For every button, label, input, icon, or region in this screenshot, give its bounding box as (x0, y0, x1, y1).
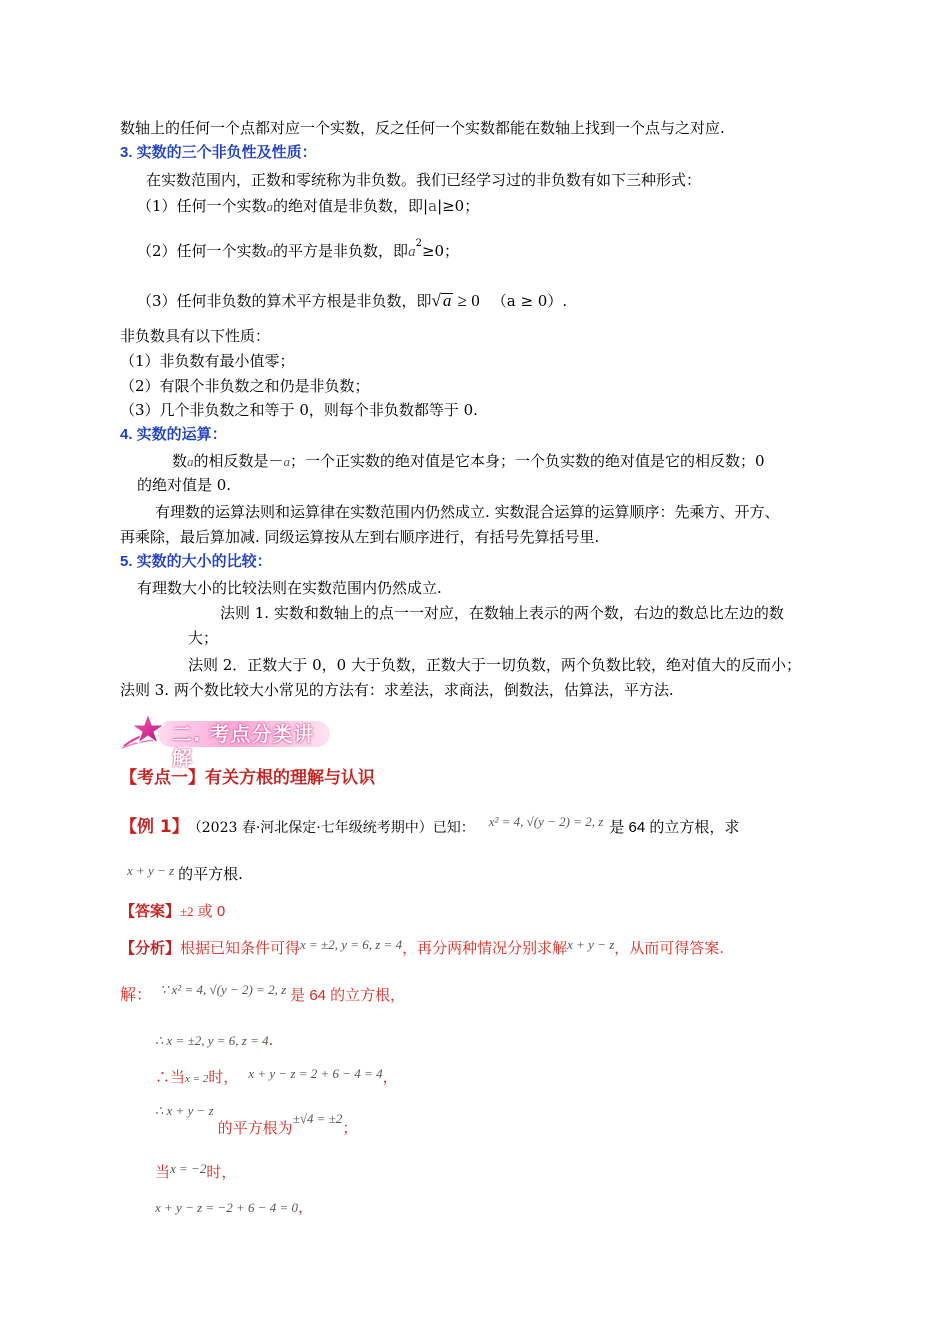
section-5-line-1: 有理数大小的比较法则在实数范围内仍然成立. (137, 579, 442, 597)
nonneg-form-3 (137, 289, 567, 313)
s4-text-b: 的相反数是－ (193, 452, 284, 470)
form-1-text-d: |≥0； (437, 197, 480, 215)
form-3-ge: ≥ 0 (453, 291, 480, 310)
solution-line-6 (155, 1197, 313, 1218)
analysis-line (120, 938, 724, 959)
example-given-expr: x² = 4, √(y − 2) = 2, z (488, 814, 604, 829)
form-1-text-a: （1）任何一个实数 (137, 197, 267, 215)
analysis-expr-2: x + y − z (567, 937, 615, 952)
solution-4-end: ； (342, 1119, 358, 1137)
section-3-intro: 在实数范围内，正数和零统称为非负数。我们已经学习过的非负数有如下三种形式： (146, 171, 702, 189)
solution-2-end: . (268, 1031, 274, 1049)
section-4-heading: 4. 实数的运算： (120, 426, 227, 443)
example-line-2-text: 的平方根. (178, 865, 243, 883)
star-icon (120, 712, 168, 752)
solution-line-4 (155, 1104, 357, 1144)
answer-label: 【答案】 (120, 902, 181, 920)
rule-3: 法则 3. 两个数比较大小常见的方法有：求差法，求商法，倒数法，估算法，平方法. (120, 681, 674, 699)
form-3-sqrt: √ a (431, 291, 452, 310)
form-3-cond: （a ≥ 0）. (491, 292, 568, 310)
example-expr-xyz: x + y − z (127, 863, 175, 878)
solution-1-expr: ∵ x² = 4, √(y − 2) = 2, z (160, 982, 287, 997)
section-4-line-1 (172, 451, 765, 472)
form-3-text-a: （3）任何非负数的算术平方根是非负数，即 (137, 292, 432, 310)
solution-1-text: 是 64 的立方根， (290, 987, 406, 1004)
solution-4-expr-2: ±√4 = ±2 (292, 1111, 343, 1126)
analysis-text-c: ，从而可得答案. (614, 939, 725, 957)
answer-rest: 或 0 (197, 903, 226, 920)
form-2-text-a: （2）任何一个实数 (137, 242, 267, 260)
property-1: （1）非负数有最小值零； (120, 352, 295, 370)
solution-line-5 (155, 1162, 236, 1183)
section-3-heading: 3. 实数的三个非负性及性质： (120, 144, 317, 161)
example-source: （2023 春·河北保定·七年级统考期中）已知： (194, 820, 475, 836)
solution-6-expr: x + y − z = −2 + 6 − 4 = 0 (155, 1200, 299, 1215)
analysis-label: 【分析】 (120, 939, 181, 957)
form-1-var-2: a (428, 197, 438, 215)
answer-value: ±2 (180, 904, 194, 919)
form-3-radicand: a (442, 291, 452, 310)
rule-2: 法则 2．正数大于 0，0 大于负数，正数大于一切负数，两个负数比较，绝对值大的反而小； (188, 656, 801, 674)
solution-4-text: 的平方根为 (217, 1119, 293, 1137)
analysis-expr-1: x = ±2, y = 6, z = 4 (300, 937, 403, 952)
example-label: 【例 1】 (120, 817, 189, 837)
properties-title: 非负数具有以下性质： (120, 327, 271, 345)
rule-1-cont: 大； (188, 629, 219, 647)
answer-line (120, 901, 225, 922)
analysis-text-b: ，再分两种情况分别求解 (402, 939, 568, 957)
topic-heading: 【考点一】有关方根的理解与认识 (120, 768, 375, 788)
example-given-end: 是 64 的立方根，求 (609, 819, 740, 836)
solution-5-text-a: 当 (155, 1163, 171, 1181)
solution-5-text-b: 时， (206, 1163, 237, 1181)
s4-text-c: ；一个正实数的绝对值是它本身；一个负实数的绝对值是它的相反数；0 (290, 452, 765, 470)
nonneg-form-1 (137, 196, 479, 217)
solution-3-text-b: 时， (208, 1068, 239, 1086)
solution-3-expr: x + y − z = 2 + 6 − 4 = 4 (248, 1066, 383, 1081)
form-2-sup: 2 (415, 238, 422, 249)
example-1-line-2 (127, 864, 243, 885)
solution-3-end: ， (382, 1068, 398, 1086)
section-4-line-3: 有理数的运算法则和运算律在实数范围内仍然成立. 实数混合运算的运算顺序：先乘方、开方、 (155, 503, 780, 521)
solution-6-end: ， (298, 1198, 314, 1216)
solution-3-text-a: ∴当 (155, 1068, 186, 1086)
solution-2-expr: ∴ x = ±2, y = 6, z = 4 (155, 1033, 269, 1048)
solution-line-1 (120, 982, 406, 1006)
banner-title: 二. 考点分类讲解 (172, 722, 315, 770)
form-2-text-d: ≥0； (421, 242, 460, 260)
form-1-var: a (266, 199, 274, 214)
property-2: （2）有限个非负数之和仍是非负数； (120, 377, 370, 395)
form-2-var: a (266, 244, 274, 259)
s4-text-a: 数 (172, 452, 188, 470)
intro-line: 数轴上的任何一个点都对应一个实数，反之任何一个实数都能在数轴上找到一个点与之对应. (120, 119, 725, 137)
example-1-line-1 (120, 814, 739, 841)
section-banner (120, 712, 332, 770)
form-2-text-b: 的平方是非负数，即 (273, 242, 409, 260)
solution-4-expr: ∴ x + y − z (155, 1103, 214, 1118)
s4-var-a2: a (283, 454, 291, 469)
nonneg-form-2 (137, 238, 459, 262)
solution-line-2 (155, 1030, 273, 1051)
section-5-heading: 5. 实数的大小的比较： (120, 553, 272, 570)
form-2-expr: a (408, 244, 416, 260)
analysis-text-a: 根据已知条件可得 (180, 939, 301, 957)
section-4-line-4: 再乘除，最后算加减. 同级运算按从左到右顺序进行，有括号先算括号里. (120, 528, 600, 546)
s4-var-a: a (187, 454, 194, 469)
solution-label: 解： (120, 985, 153, 1004)
property-3: （3）几个非负数之和等于 0，则每个非负数都等于 0. (120, 401, 478, 419)
section-4-line-2: 的绝对值是 0. (137, 476, 232, 494)
rule-1: 法则 1. 实数和数轴上的点一一对应，在数轴上表示的两个数，右边的数总比左边的数 (220, 604, 784, 622)
solution-3-cond: x = 2 (185, 1073, 209, 1085)
form-1-text-b: 的绝对值是非负数，即| (273, 197, 429, 215)
solution-5-cond: x = −2 (170, 1161, 207, 1176)
solution-line-3 (155, 1067, 398, 1089)
